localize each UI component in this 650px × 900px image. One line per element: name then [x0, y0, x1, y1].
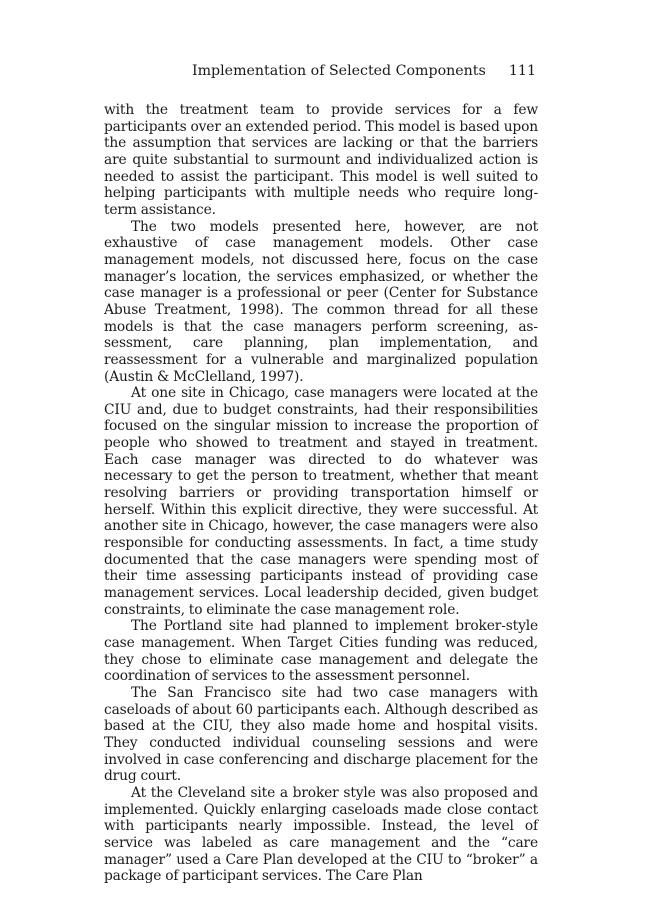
paragraph-continued: with the treatment team to provide services for a few participants over an extended period. This model is based upon the assumption that services are lacking or that the barriers are quite substantial to surmount and individualized action is needed to assist the participant. This model is well suited to helping participants with multiple needs who require long-term assistance.	[104, 102, 538, 218]
body-text	[104, 102, 538, 885]
running-title: Implementation of Selected Components	[192, 63, 486, 79]
running-head	[104, 61, 538, 81]
paragraph: The two models presented here, however, are not exhaustive of case management models. Other case management models, not discussed here, focus on the case manager’s location, the services emphasized, or whether the case manager is a professional or peer (Center for Substance Abuse Treatment, 1998). The common thread for all these models is that the case managers perform screening, assessment, care planning, plan implementation, and reassessment for a vulnerable and marginalized population (Austin & McClelland, 1997).	[104, 218, 538, 385]
page-number: 111	[508, 63, 536, 79]
paragraph: The Portland site had planned to implement broker-style case management. When Target Cities funding was reduced, they chose to eliminate case management and delegate the coordination of services to the assessment personnel.	[104, 618, 538, 685]
paragraph: The San Francisco site had two case managers with caseloads of about 60 participants each. Although described as based at the CIU, they also made home and hospital visits. They conducted individual counseling sessions and were involved in case conferencing and discharge placement for the drug court.	[104, 684, 538, 785]
paragraph: At one site in Chicago, case managers were located at the CIU and, due to budget constraints, had their responsibilities focused on the singular mission to increase the proportion of people who showed to treatment and stayed in treatment. Each case manager was directed to do whatever was necessary to get the person to treatment, whether that meant resolving barriers or providing transportation himself or herself. Within this explicit directive, they were successful. At another site in Chicago, however, the case managers were also responsible for conducting assessments. In fact, a time study documented that the case managers were spending most of their time assessing participants instead of providing case management services. Local leadership decided, given budget constraints, to eliminate the case management role.	[104, 385, 538, 618]
paragraph: At the Cleveland site a broker style was also proposed and implemented. Quickly enlarging caseloads made close contact with participants nearly impossible. Instead, the level of service was labeled as care management and the “care manager” used a Care Plan developed at the CIU to “broker” a package of participant services. The Care Plan	[104, 784, 538, 885]
